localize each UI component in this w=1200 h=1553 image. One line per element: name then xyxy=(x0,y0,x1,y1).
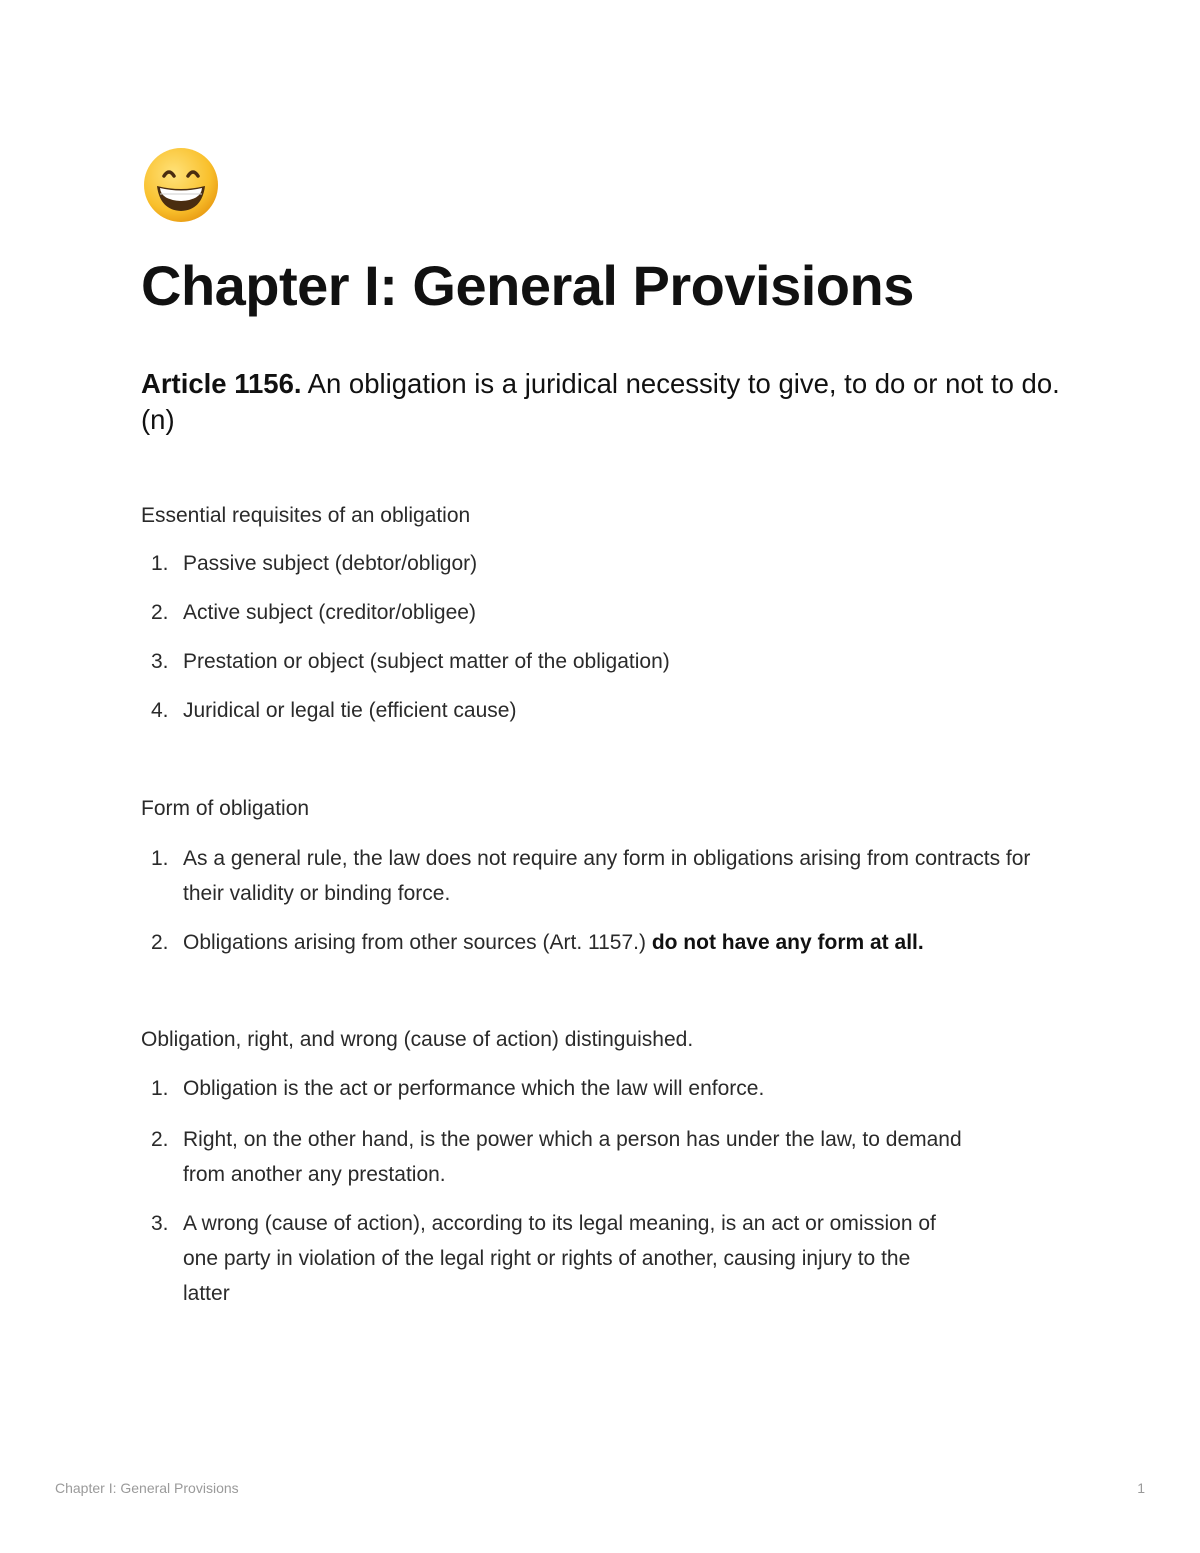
list-item-text: As a general rule, the law does not require any form in obligations arising from contracts for their validity or binding force. xyxy=(183,847,1031,905)
list-number: 1. xyxy=(151,552,169,575)
list-item xyxy=(141,595,1071,630)
section-heading-essential-requisites: Essential requisites of an obligation xyxy=(141,504,471,527)
article-paragraph xyxy=(141,366,1071,438)
form-of-obligation-list xyxy=(141,841,1071,960)
list-number: 2. xyxy=(151,931,169,954)
essential-requisites-list xyxy=(141,546,1071,728)
article-text: An obligation is a juridical necessity to give, to do or not to do. (n) xyxy=(141,368,1060,435)
list-item xyxy=(141,1122,1071,1192)
list-number: 3. xyxy=(151,650,169,673)
grinning-face-emoji-icon xyxy=(142,146,220,224)
list-number: 2. xyxy=(151,601,169,624)
list-item-text: Prestation or object (subject matter of the obligation) xyxy=(183,650,670,673)
article-number: Article 1156. xyxy=(141,368,302,399)
list-item xyxy=(141,693,1071,728)
list-item-text: Obligation is the act or performance which the law will enforce. xyxy=(183,1077,765,1100)
footer-document-title: Chapter I: General Provisions xyxy=(55,1480,239,1496)
list-item-text: Passive subject (debtor/obligor) xyxy=(183,552,478,575)
list-item xyxy=(141,925,1071,960)
list-number: 1. xyxy=(151,847,169,870)
list-item xyxy=(141,546,1071,581)
list-item-text: Juridical or legal tie (efficient cause) xyxy=(183,699,517,722)
list-item-text: Obligations arising from other sources (Art. 1157.) xyxy=(183,931,652,954)
list-item-text: A wrong (cause of action), according to its legal meaning, is an act or omission of one party in violation of the legal right or rights of another, causing injury to the latter xyxy=(183,1212,936,1305)
page-title: Chapter I: General Provisions xyxy=(141,254,914,317)
list-item xyxy=(141,1206,1071,1311)
section-heading-obligation-right-wrong: Obligation, right, and wrong (cause of action) distinguished. xyxy=(141,1028,694,1051)
list-item xyxy=(141,841,1071,911)
obligation-right-wrong-list xyxy=(141,1071,1071,1311)
list-item xyxy=(141,644,1071,679)
list-item-text: Active subject (creditor/obligee) xyxy=(183,601,476,624)
footer-page-number: 1 xyxy=(1137,1480,1145,1496)
list-number: 3. xyxy=(151,1212,169,1235)
list-item-bold-text: do not have any form at all. xyxy=(651,931,924,954)
list-number: 4. xyxy=(151,699,169,722)
list-item xyxy=(141,1071,1071,1106)
section-heading-form-of-obligation: Form of obligation xyxy=(141,797,310,820)
list-number: 2. xyxy=(151,1128,169,1151)
list-item-text: Right, on the other hand, is the power which a person has under the law, to demand from another any prestation. xyxy=(183,1128,962,1186)
list-number: 1. xyxy=(151,1077,169,1100)
